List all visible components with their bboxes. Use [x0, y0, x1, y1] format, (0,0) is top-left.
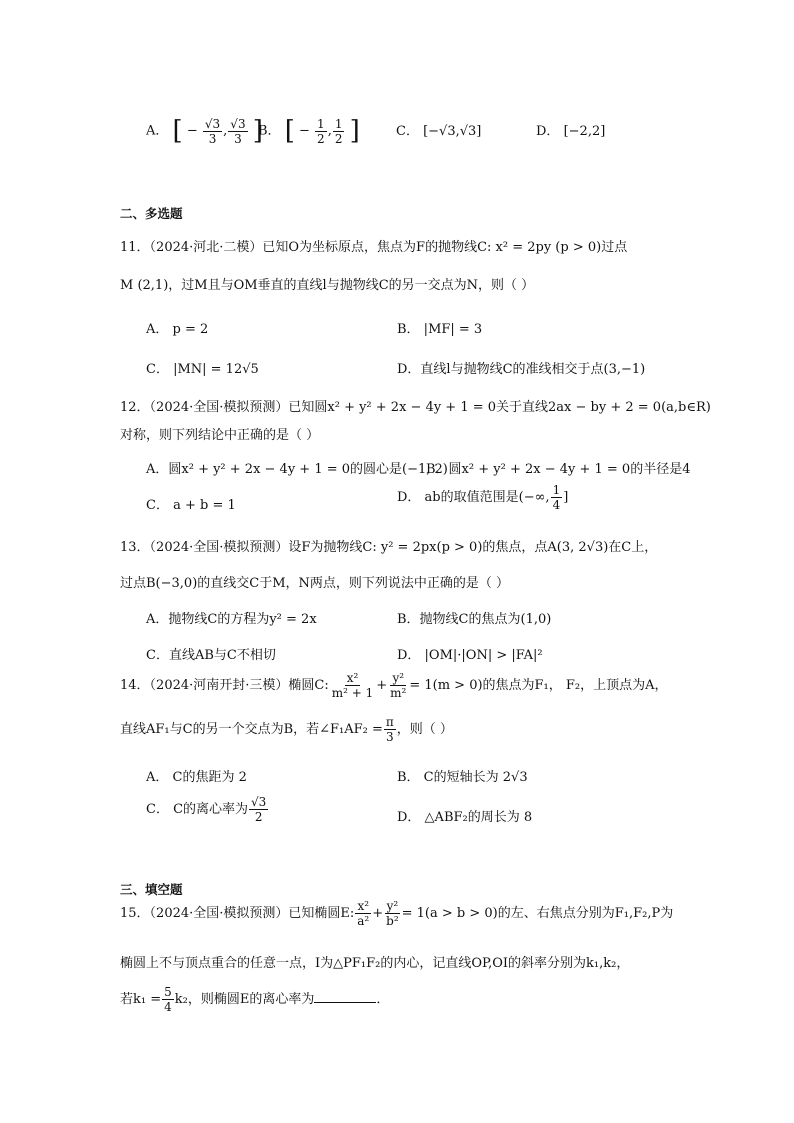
option-label: B．: [258, 123, 281, 139]
q12-stem-line2: 对称，则下列结论中正确的是（ ）: [120, 428, 320, 443]
q12-option-c: C． a + b = 1: [146, 498, 236, 513]
numerator: y²: [386, 899, 399, 913]
denominator: 4: [164, 1000, 172, 1014]
denominator: 2: [317, 131, 325, 146]
section-title-multiple-choice: 二、多选题: [120, 206, 183, 221]
stem-text: 若k₁ =: [120, 992, 162, 1007]
q11-option-a: A． p = 2: [146, 322, 209, 337]
fraction: [355, 900, 371, 927]
fraction: [384, 900, 401, 927]
q13-option-d: D． |OM|·|ON| > |FA|²: [397, 648, 543, 663]
denominator: 3: [386, 730, 394, 744]
q14-option-d: D． △ABF₂的周长为 8: [397, 810, 533, 825]
q12-option-d: [397, 484, 568, 511]
q11-option-d: D．直线l与抛物线C的准线相交于点(3,−1): [397, 362, 646, 377]
bracket-open: [: [284, 116, 295, 146]
stem-text: 14．（2024·河南开封·三模）椭圆C:: [120, 678, 329, 693]
q14-option-a: A． C的焦距为 2: [146, 770, 247, 785]
fraction: [384, 716, 396, 743]
stem-text: = 1(m > 0)的焦点为F₁， F₂，上顶点为A，: [409, 678, 668, 693]
option-label: C．: [396, 124, 419, 139]
denominator: 2: [254, 810, 263, 824]
fraction: [333, 118, 345, 145]
option-text: D． ab的取值范围是(−∞,: [397, 490, 550, 505]
denominator: a²: [357, 914, 370, 928]
minus-sign: −: [299, 123, 310, 139]
option-text: C． C的离心率为: [146, 802, 249, 817]
q14-option-b: B． C的短轴长为 2√3: [397, 770, 528, 785]
q15-stem-line3: [120, 986, 389, 1013]
q11-option-c: C． |MN| = 12√5: [146, 362, 259, 377]
denominator: 3: [234, 131, 242, 146]
option-text: ]: [563, 490, 569, 505]
denominator: m²: [390, 686, 407, 700]
q13-option-b: B．抛物线C的焦点为(1,0): [397, 612, 552, 627]
option-label: A．: [146, 123, 169, 139]
bracket-close: ]: [252, 116, 263, 146]
denominator: 3: [208, 131, 217, 146]
q11-stem-line1: 11．（2024·河北·二模）已知O为坐标原点，焦点为F的抛物线C: x² = 2py (p > 0)过点: [120, 240, 628, 255]
q11-stem-line2: M (2,1)，过M且与OM垂直的直线l与抛物线C的另一交点为N，则（ ）: [120, 278, 535, 293]
fraction: [162, 986, 174, 1013]
q10-option-d: [536, 120, 605, 139]
numerator: x²: [357, 899, 370, 913]
fraction: [249, 796, 268, 823]
denominator: b²: [386, 914, 399, 928]
q15-stem-line1: [120, 900, 673, 927]
numerator: x²: [346, 671, 359, 685]
denominator: 4: [552, 498, 561, 512]
numerator: 1: [552, 483, 561, 497]
option-value: [−2,2]: [563, 124, 606, 139]
q13-option-a: A．抛物线C的方程为y² = 2x: [146, 612, 317, 627]
numerator: 5: [164, 985, 172, 999]
stem-text: k₂，则椭圆E的离心率为: [174, 992, 315, 1007]
q12-option-a: A．圆x² + y² + 2x − 4y + 1 = 0的圆心是(−1, 2): [146, 462, 448, 477]
q14-stem-line1: [120, 672, 668, 699]
numerator: π: [385, 715, 394, 729]
answer-blank[interactable]: [314, 990, 376, 1003]
q10-option-b: [258, 116, 360, 146]
q11-option-b: B． |MF| = 3: [397, 322, 483, 337]
fraction: [203, 118, 222, 145]
fraction: [551, 484, 563, 511]
stem-text: ．: [376, 992, 390, 1007]
fraction: [330, 672, 376, 699]
q13-option-c: C．直线AB与C不相切: [146, 648, 276, 663]
stem-text: ，则（ ）: [396, 722, 453, 737]
q15-stem-line2: 椭圆上不与顶点重合的任意一点，I为△PF₁F₂的内心，记直线OP,OI的斜率分别为k₁,k₂，: [120, 956, 630, 971]
q14-option-c: [146, 796, 269, 823]
q13-stem-line1: 13．（2024·全国·模拟预测）设F为抛物线C: y² = 2px(p > 0)的焦点，点A(3, 2√3)在C上，: [120, 540, 658, 555]
plus-sign: +: [376, 678, 388, 693]
bracket-close: ]: [349, 116, 360, 146]
numerator: 1: [317, 116, 325, 131]
q14-stem-line2: [120, 716, 453, 743]
q10-option-c: [396, 120, 481, 139]
q12-option-b: B．圆x² + y² + 2x − 4y + 1 = 0的半径是4: [426, 462, 691, 477]
stem-text: = 1(a > b > 0)的左、右焦点分别为F₁,F₂,P为: [401, 906, 674, 921]
section-title-fill-in: 三、填空题: [120, 882, 183, 897]
denominator: 2: [334, 131, 343, 146]
q10-option-a: [146, 116, 263, 146]
numerator: √3: [230, 116, 246, 131]
comma: ,: [223, 123, 228, 139]
comma: ,: [327, 123, 332, 139]
q13-stem-line2: 过点B(−3,0)的直线交C于M，N两点，则下列说法中正确的是（ ）: [120, 576, 510, 591]
stem-text: 直线AF₁与C的另一个交点为B，若∠F₁AF₂ =: [120, 722, 383, 737]
plus-sign: +: [372, 906, 384, 921]
stem-text: 15．（2024·全国·模拟预测）已知椭圆E:: [120, 906, 355, 921]
fraction: [388, 672, 408, 699]
numerator: √3: [251, 795, 267, 809]
option-value: [−√3,√3]: [423, 124, 482, 139]
numerator: 1: [334, 116, 343, 131]
fraction: [315, 118, 327, 145]
bracket-open: [: [172, 116, 183, 146]
q12-stem-line1: 12．（2024·全国·模拟预测）已知圆x² + y² + 2x − 4y + 1 = 0关于直线2ax − by + 2 = 0(a,b∈R): [120, 400, 711, 415]
numerator: √3: [204, 116, 221, 131]
numerator: y²: [392, 671, 405, 685]
denominator: m² + 1: [331, 686, 374, 700]
option-label: D．: [536, 124, 560, 139]
fraction: [228, 118, 247, 145]
minus-sign: −: [186, 123, 198, 139]
